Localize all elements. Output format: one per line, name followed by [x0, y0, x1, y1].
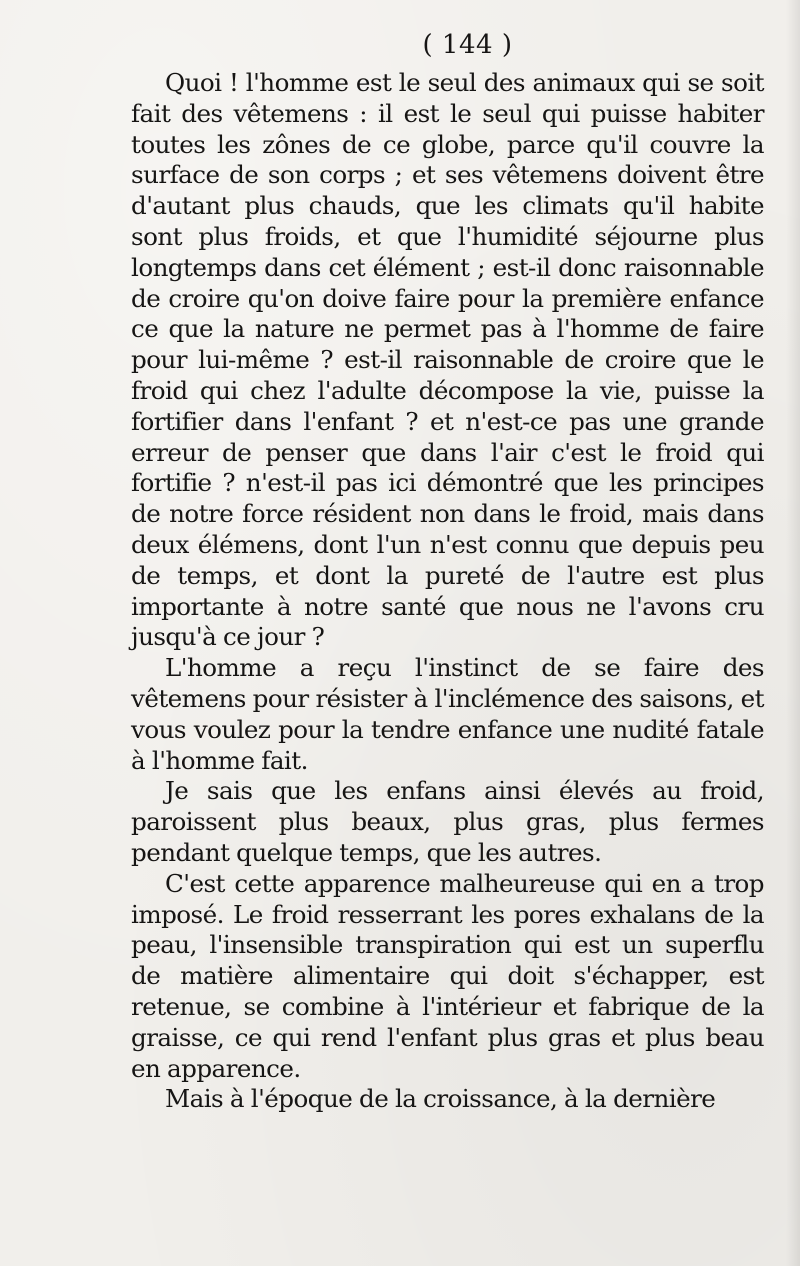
paragraph: L'homme a reçu l'instinct de se faire des vêtemens pour résister à l'inclémence des saisons, et vous voulez pour la tendre enfance une nudité fatale à l'homme fait. — [131, 653, 764, 775]
page-number: ( 144 ) — [422, 30, 513, 60]
page-edge-shadow — [786, 0, 800, 1266]
paragraph: Quoi ! l'homme est le seul des animaux qui se soit fait des vêtemens : il est le seul qui puisse habiter toutes les zônes de ce globe, parce qu'il couvre la surface de son corps ; et ses vêtemens doivent être d'autant plus chauds, que les climats qu'il habite sont plus froids, et que l'humidité séjourne plus longtemps dans cet élément ; est-il donc raisonnable de croire qu'on doive faire pour la première enfance ce que la nature ne permet pas à l'homme de faire pour lui-même ? est-il raisonnable de croire que le froid qui chez l'adulte décompose la vie, puisse la fortifier dans l'enfant ? et n'est-ce pas une grande erreur de penser que dans l'air c'est le froid qui fortifie ? n'est-il pas ici démontré que les principes de notre force résident non dans le froid, mais dans deux élémens, dont l'un n'est connu que depuis peu de temps, et dont la pureté de l'autre est plus importante à notre santé que nous ne l'avons cru jusqu'à ce jour ? — [131, 68, 764, 652]
paragraph: Je sais que les enfans ainsi élevés au froid, paroissent plus beaux, plus gras, plus fermes pendant quelque temps, que les autres. — [131, 776, 764, 867]
paragraph: C'est cette apparence malheureuse qui en a trop imposé. Le froid resserrant les pores exhalans de la peau, l'insensible transpiration qui est un superflu de matière alimentaire qui doit s'échapper, est retenue, se combine à l'intérieur et fabrique de la graisse, ce qui rend l'enfant plus gras et plus beau en apparence. — [131, 868, 764, 1083]
paragraph: Mais à l'époque de la croissance, à la dernière — [165, 1084, 716, 1114]
page-body — [131, 68, 764, 1115]
